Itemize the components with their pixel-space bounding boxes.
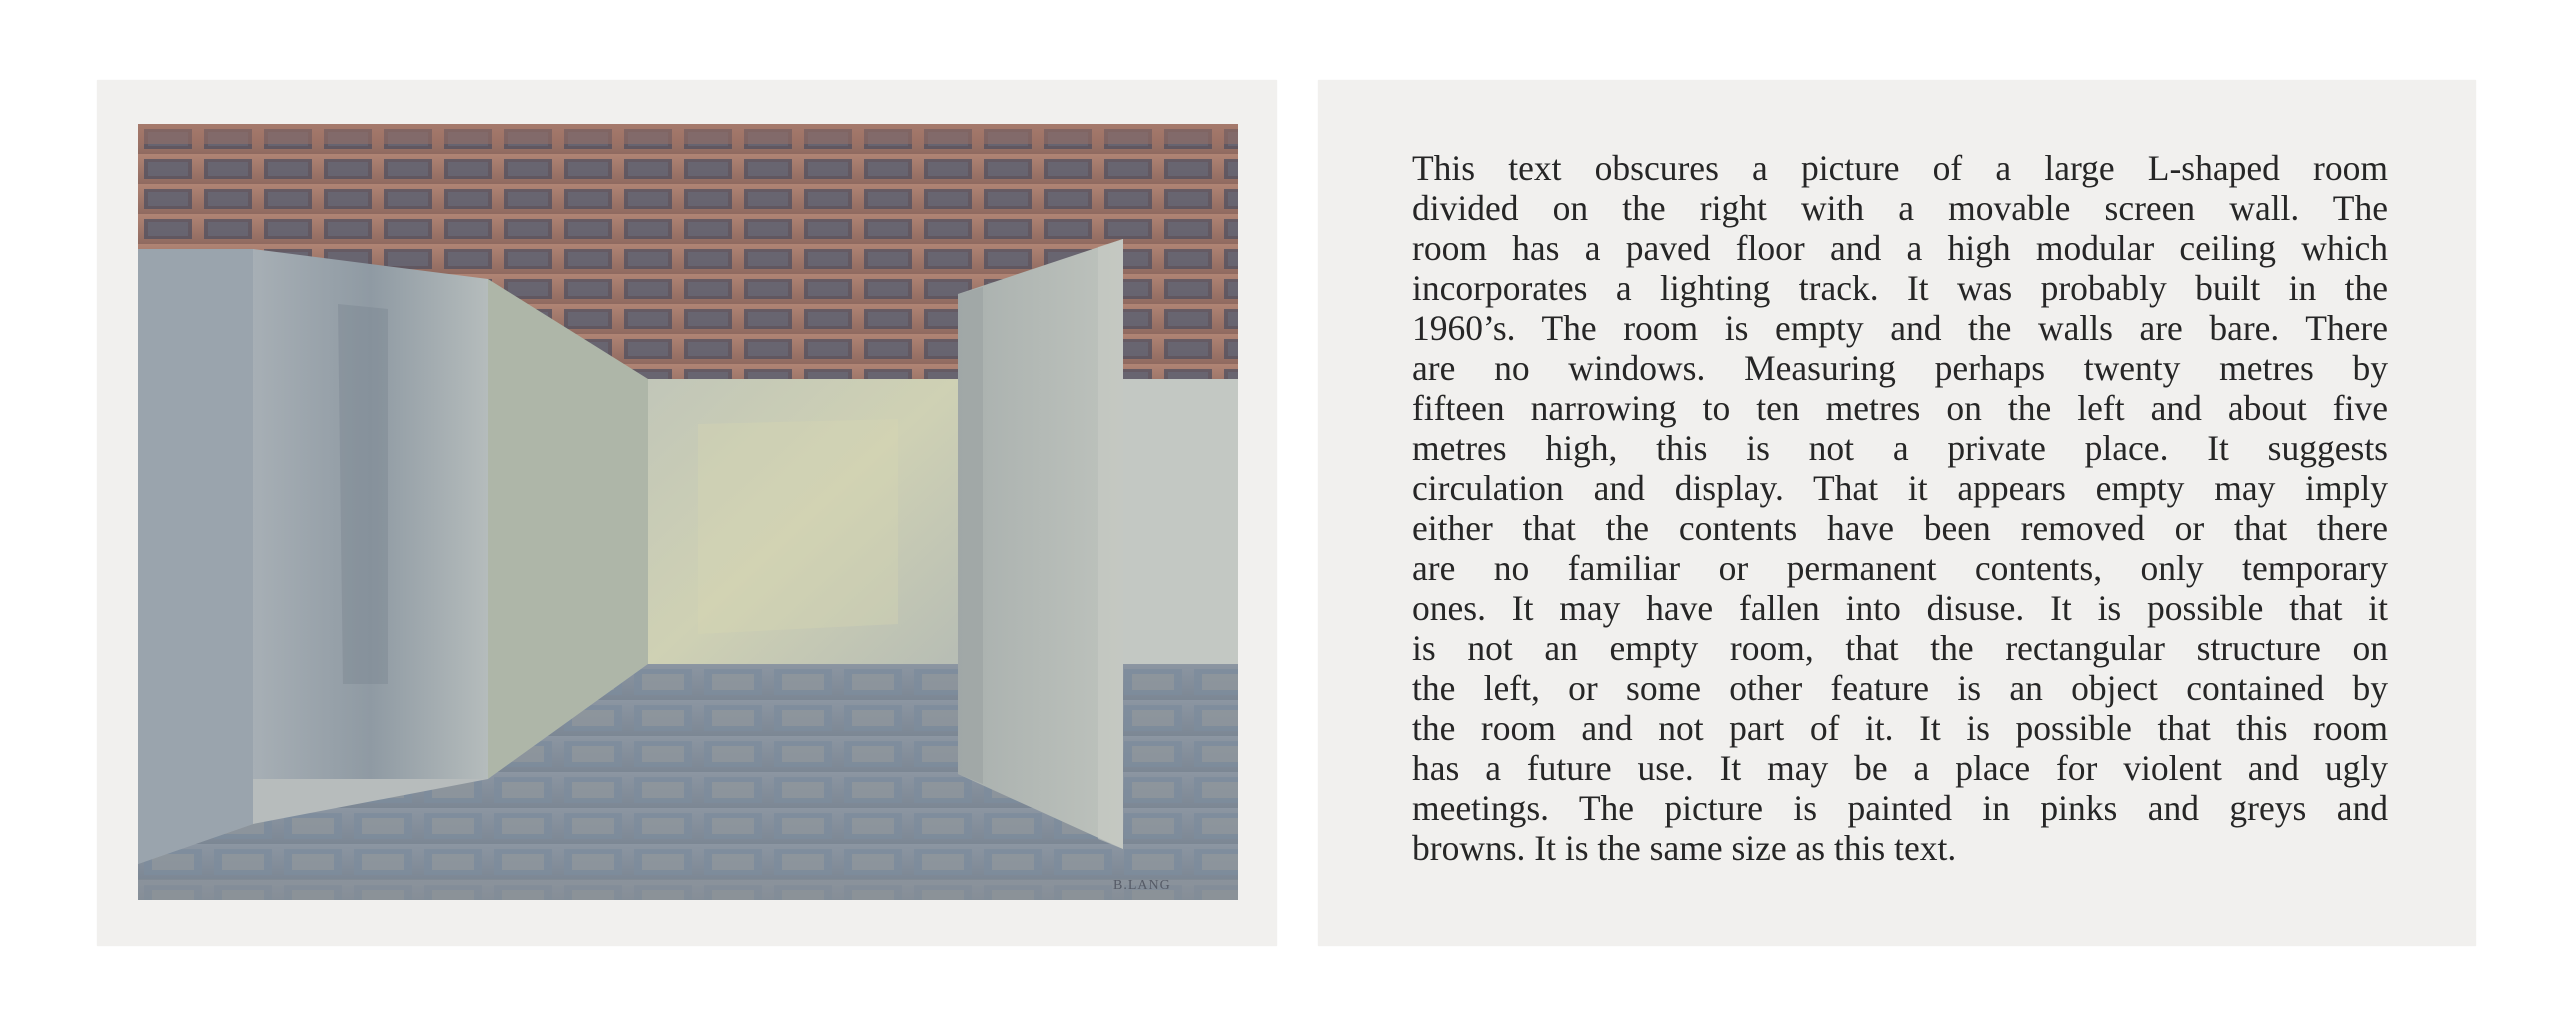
statement-line: fifteen narrowing to ten metres on the left and about five (1412, 388, 2388, 428)
statement-line: metres high, this is not a private place. It suggests (1412, 428, 2388, 468)
statement-line: incorporates a lighting track. It was probably built in the (1412, 268, 2388, 308)
statement-line: are no familiar or permanent contents, only temporary (1412, 548, 2388, 588)
statement-text (1412, 148, 2388, 868)
statement-line: are no windows. Measuring perhaps twenty metres by (1412, 348, 2388, 388)
statement-line: is not an empty room, that the rectangular structure on (1412, 628, 2388, 668)
artist-signature: B.LANG (1113, 878, 1171, 893)
room-painting-image (138, 124, 1238, 900)
statement-line: This text obscures a picture of a large L-shaped room (1412, 148, 2388, 188)
text-panel (1318, 80, 2476, 946)
statement-line: browns. It is the same size as this text. (1412, 828, 1957, 868)
painting-panel (97, 80, 1277, 946)
statement-line: the left, or some other feature is an object contained by (1412, 668, 2388, 708)
statement-line: room has a paved floor and a high modular ceiling which (1412, 228, 2388, 268)
room-painting (138, 124, 1238, 900)
statement-line: divided on the right with a movable screen wall. The (1412, 188, 2388, 228)
statement-line: has a future use. It may be a place for violent and ugly (1412, 748, 2388, 788)
statement-line: circulation and display. That it appears empty may imply (1412, 468, 2388, 508)
statement-line: ones. It may have fallen into disuse. It is possible that it (1412, 588, 2388, 628)
statement-line: either that the contents have been removed or that there (1412, 508, 2388, 548)
statement-line: the room and not part of it. It is possible that this room (1412, 708, 2388, 748)
statement-line: meetings. The picture is painted in pinks and greys and (1412, 788, 2388, 828)
statement-line: 1960’s. The room is empty and the walls are bare. There (1412, 308, 2388, 348)
